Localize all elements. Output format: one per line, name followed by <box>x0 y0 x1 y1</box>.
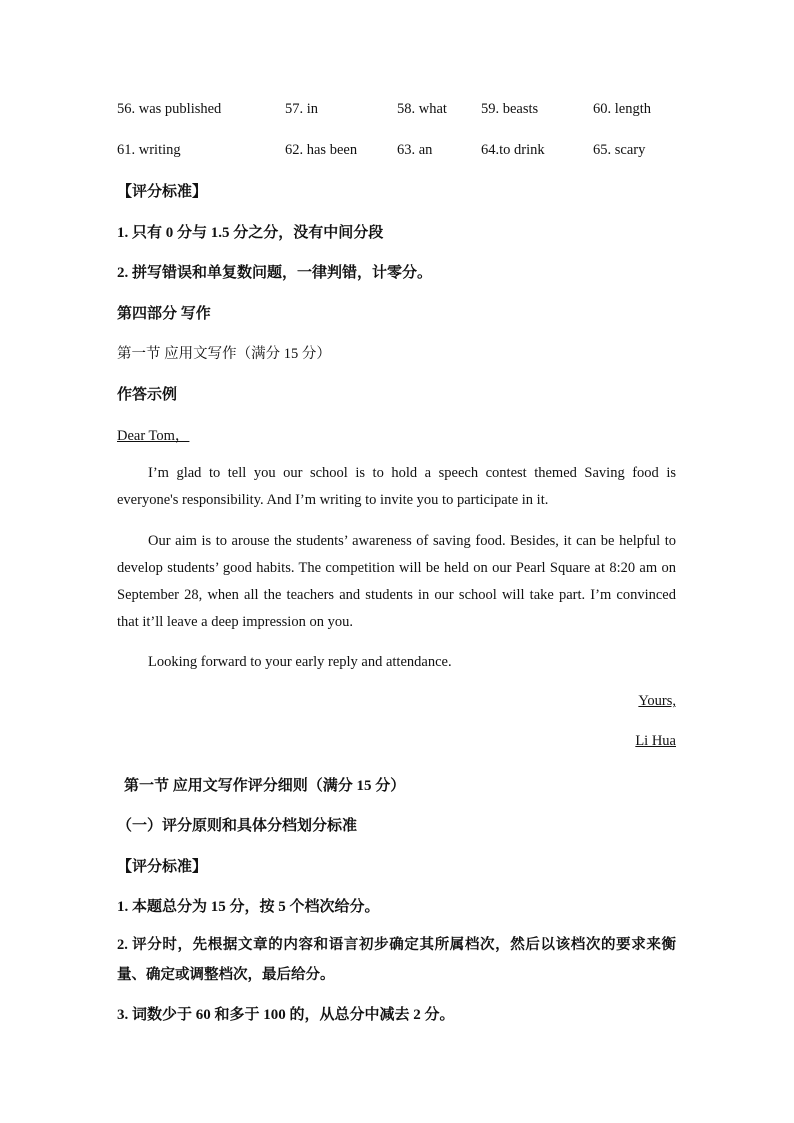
answer-item: 58. what <box>397 101 447 117</box>
grading-heading: 【评分标准】 <box>117 184 208 200</box>
rubric-item: 2. 评分时，先根据文章的内容和语言初步确定其所属档次，然后以该档次的要求来衡量、确定或调整档次，最后给分。 <box>117 937 676 983</box>
part-title: 第四部分 写作 <box>117 306 211 322</box>
rubric-item: 3. 词数少于 60 和多于 100 的，从总分中减去 2 分。 <box>117 1007 455 1023</box>
grading-item: 2. 拼写错误和单复数问题，一律判错，计零分。 <box>117 265 433 281</box>
letter-salutation: Dear Tom， <box>117 428 190 444</box>
answer-item: 64.to drink <box>481 142 545 158</box>
section-title: 第一节 应用文写作（满分 15 分） <box>117 346 331 362</box>
answer-item: 62. has been <box>285 142 358 158</box>
answer-row-1 <box>0 101 794 121</box>
rubric-subtitle: （一）评分原则和具体分档划分标准 <box>117 818 358 834</box>
letter-paragraph: I’m glad to tell you our school is to hold a speech contest themed Saving food is everyone's responsibility. And I’m writing to invite you to participate in it. <box>117 465 676 508</box>
answer-row-2 <box>0 142 794 162</box>
sample-heading: 作答示例 <box>117 387 178 403</box>
rubric-heading: 【评分标准】 <box>117 859 208 875</box>
letter-paragraph: Our aim is to arouse the students’ awareness of saving food. Besides, it can be helpful to develop students’ good habits. The competition will be held on our Pearl Square at 8:20 am on September 28, when all the teachers and students in our school will take part. I’m convinced that it’ll leave a deep impression on you. <box>117 533 676 630</box>
letter-paragraph: Looking forward to your early reply and attendance. <box>148 654 452 670</box>
answer-item: 56. was published <box>117 101 222 117</box>
grading-item: 1. 只有 0 分与 1.5 分之分，没有中间分段 <box>117 225 384 241</box>
answer-item: 65. scary <box>593 142 646 158</box>
letter-signature: Li Hua <box>635 733 676 749</box>
letter-closing: Yours, <box>638 693 676 709</box>
answer-item: 59. beasts <box>481 101 539 117</box>
answer-item: 57. in <box>285 101 319 117</box>
rubric-title: 第一节 应用文写作评分细则（满分 15 分） <box>124 778 406 794</box>
rubric-item: 1. 本题总分为 15 分，按 5 个档次给分。 <box>117 899 380 915</box>
answer-item: 61. writing <box>117 142 181 158</box>
answer-item: 60. length <box>593 101 651 117</box>
answer-item: 63. an <box>397 142 433 158</box>
